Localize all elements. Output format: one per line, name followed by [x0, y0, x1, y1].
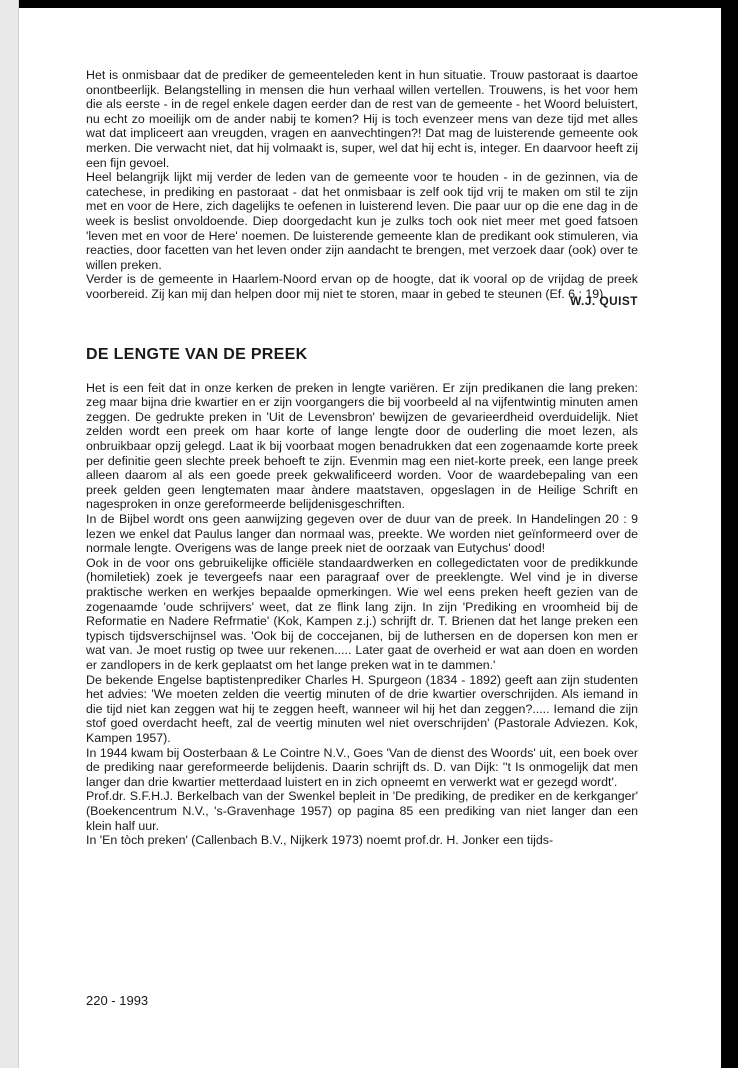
paragraph: In 1944 kwam bij Oosterbaan & Le Cointre N.V., Goes 'Van de dienst des Woords' uit, een boek over de prediking naar gereformeerde belijdenis. Daarin schrijft ds. D. van Dijk: ''t Is onmogelijk dat men langer dan drie kwartier metterdaad luistert en in zich opneemt en verwerkt wat er gezegd wordt'. [86, 745, 638, 789]
scan-top-edge [0, 0, 738, 8]
paragraph: In 'En tòch preken' (Callenbach B.V., Nijkerk 1973) noemt prof.dr. H. Jonker een tijds- [86, 833, 554, 848]
paragraph: Het is onmisbaar dat de prediker de gemeenteleden kent in hun situatie. Trouw pastoraat is daartoe onontbeerlijk. Belangstelling in mensen die hun verhaal willen vertellen. Trouwens, is het voor hem die als eerste - in de regel enkele dagen eerder dan de rest van de gemeente - het Woord beluistert, nu echt zo moeilijk om de ander nabij te komen? Hij is toch evenzeer mens van deze tijd met alles wat dat impliceert aan vreugden, vragen en aanvechtingen?! Dat mag de luisterende gemeente ook merken. Die verwacht niet, dat hij volmaakt is, super, wel dat hij echt is, integer. En daarvoor heeft zij een fijn gevoel. [86, 68, 638, 170]
paragraph: De bekende Engelse baptistenprediker Charles H. Spurgeon (1834 - 1892) geeft aan zijn studenten het advies: 'We moeten zelden die veertig minuten of de drie kwartier overschrijden. Als iemand in die tijd niet kan zeggen wat hij te zeggen heeft, wanneer wil hij het dan zeggen?..... Iemand die zijn stof goed overdacht heeft, zal de veertig minuten wel niet overschrijden' (Pastorale Adviezen. Kok, Kampen 1957). [86, 672, 638, 745]
paragraph: Ook in de voor ons gebruikelijke officiële standaardwerken en collegedictaten voor de predikkunde (homiletiek) zoek je tevergeefs naar een paragraaf over de preeklengte. Wel vind je in diverse praktische werken en werkjes bepaalde opmerkingen. Wie wel eens preken heeft gezien van de zogenaamde 'oude schrijvers' weet, dat ze flink lang zijn. In zijn 'Prediking en vroomheid bij de Reformatie en Nadere Refrmatie' (Kok, Kampen z.j.) schrijft dr. T. Brienen dat het lange preken een typisch tijdsverschijnsel was. 'Ook bij de coccejanen, bij de luthersen en de dopersen kon men er wat van. Je moet rustig op twee uur rekenen..... Later gaat de overheid er wat aan doen en worden er zandlopers in de kerk geplaatst om het lange preken wat in te dammen.' [86, 555, 638, 672]
page-number: 220 - 1993 [86, 993, 149, 1008]
paragraph: Heel belangrijk lijkt mij verder de leden van de gemeente voor te houden - in de gezinnen, via de catechese, in prediking en pastoraat - dat het onmisbaar is zelf ook tijd vrij te maken om stil te zijn met en voor de Here, zich dagelijks te oefenen in luisterend leven. Die paar uur op die ene dag in de week is beslist onvoldoende. Diep doorgedacht kun je zulks toch ook niet meer met goed fatsoen 'leven met en voor de Here' noemen. De luisterende gemeente klan de predikant ook stimuleren, via reacties, door facetten van het leven onder zijn aandacht te brengen, met verzoek daar (ook) over te willen preken. [86, 170, 638, 272]
scan-right-edge [721, 0, 738, 1068]
paragraph: In de Bijbel wordt ons geen aanwijzing gegeven over de duur van de preek. In Handelingen 20 : 9 lezen we enkel dat Paulus langer dan normaal was, preekte. We worden niet geïnformeerd over de normale lengte. Overigens was de lange preek niet de oorzaak van Eutychus' dood! [86, 512, 638, 556]
paragraph: Verder is de gemeente in Haarlem-Noord ervan op de hoogte, dat ik vooral op de vrijdag de preek voorbereid. Zij kan mij dan helpen door mij niet te storen, maar in gebed te steunen (Ef. 6 : 19). [86, 272, 638, 301]
author-signature: W.J. QUIST [570, 293, 638, 308]
section-heading: DE LENGTE VAN DE PREEK [86, 346, 308, 364]
page-body [86, 68, 638, 848]
paragraph: Prof.dr. S.F.H.J. Berkelbach van der Swenkel bepleit in 'De prediking, de prediker en de kerkganger' (Boekencentrum N.V., 's-Gravenhage 1957) op pagina 85 een prediking van niet langer dan een klein half uur. [86, 789, 638, 833]
scan-left-edge [0, 0, 19, 1068]
paragraph: Het is een feit dat in onze kerken de preken in lengte variëren. Er zijn predikanen die lang preken: zeg maar bijna drie kwartier en er zijn voorgangers die bij voorbeeld al na vijfentwintig minuten amen zeggen. De gedrukte preken in 'Uit de Levensbron' bewijzen de gevarieerdheid overduidelijk. Niet zelden wordt een preek om haar korte of lange lengte door de ouderling die moet lezen, als onbruikbaar opzij gelegd. Laat ik bij voorbaat mogen benadrukken dat een zogenaamde korte preek per definitie geen slechte preek behoeft te zijn. Evenmin mag een niet-korte preek, een lange preek alleen daarom al als een goede preek gekwalificeerd worden. Voor de waardebepaling van een preek gelden geen lengtematen maar àndere maatstaven, opgeslagen in de Heilige Schrift en nagesproken in onze gereformeerde belijdenisgeschriften. [86, 380, 638, 512]
